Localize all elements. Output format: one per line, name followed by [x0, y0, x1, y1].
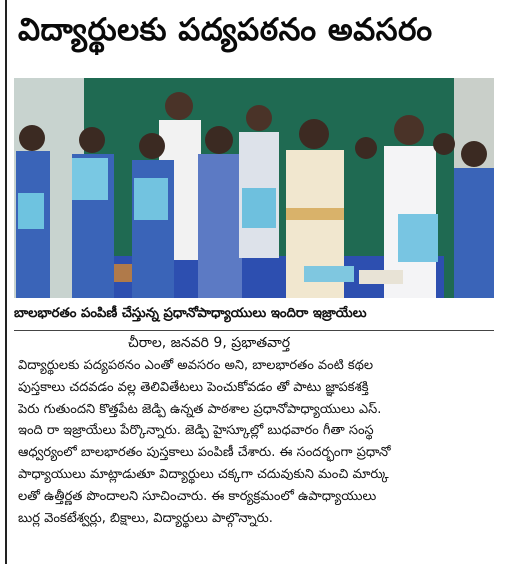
caption-divider — [14, 330, 494, 331]
article-line: పెరు గుతుందని కొత్తపేట జెడ్పి ఉన్నత పాఠశాల ప్రధానోపాధ్యాయులు ఎస్. — [18, 401, 382, 417]
article-line: పుస్తకాలు చదవడం వల్ల తెలివితేటలు పెంచుకోవడం తో పాటు జ్ఞాపకశక్తి — [18, 379, 369, 395]
photo-illustration — [14, 78, 494, 298]
photo-caption: బాలభారతం పంపిణీ చేస్తున్న ప్రధానోపాధ్యాయులు ఇందిరా ఇజ్రాయేలు — [14, 306, 367, 321]
headline: విద్యార్థులకు పద్యపఠనం అవసరం — [18, 12, 433, 48]
column-rule — [5, 0, 7, 564]
article-line: బుర్ల వెంకటేశ్వర్లు, బిక్షాలు, విద్యార్థులు పాల్గొన్నారు. — [18, 510, 273, 526]
article-body — [18, 355, 496, 529]
dateline: చీరాల, జనవరి 9, ప్రభాతవార్త — [128, 335, 291, 351]
article-line: ఆధ్వర్యంలో బాలభారతం పుస్తకాలు పంపిణీ చేశారు. ఈ సందర్భంగా ప్రధానో — [18, 445, 391, 461]
news-photo — [14, 78, 494, 298]
article-line: ఇంది రా ఇజ్రాయేలు పేర్కొన్నారు. జెడ్పి హైస్కూల్లో బుధవారం గీతా సంస్థ — [18, 423, 374, 439]
article-line: లతో ఉత్తీర్ణత పొందాలని సూచించారు. ఈ కార్యక్రమంలో ఉపాధ్యాయులు — [18, 488, 377, 504]
article-line: విద్యార్థులకు పద్యపఠనం ఎంతో అవసరం అని, బాలభారతం వంటి కథల — [18, 358, 374, 373]
article-line: పాధ్యాయులు మాట్లాడుతూ విద్యార్థులు చక్కగా చదువుకుని మంచి మార్కు — [18, 466, 389, 482]
